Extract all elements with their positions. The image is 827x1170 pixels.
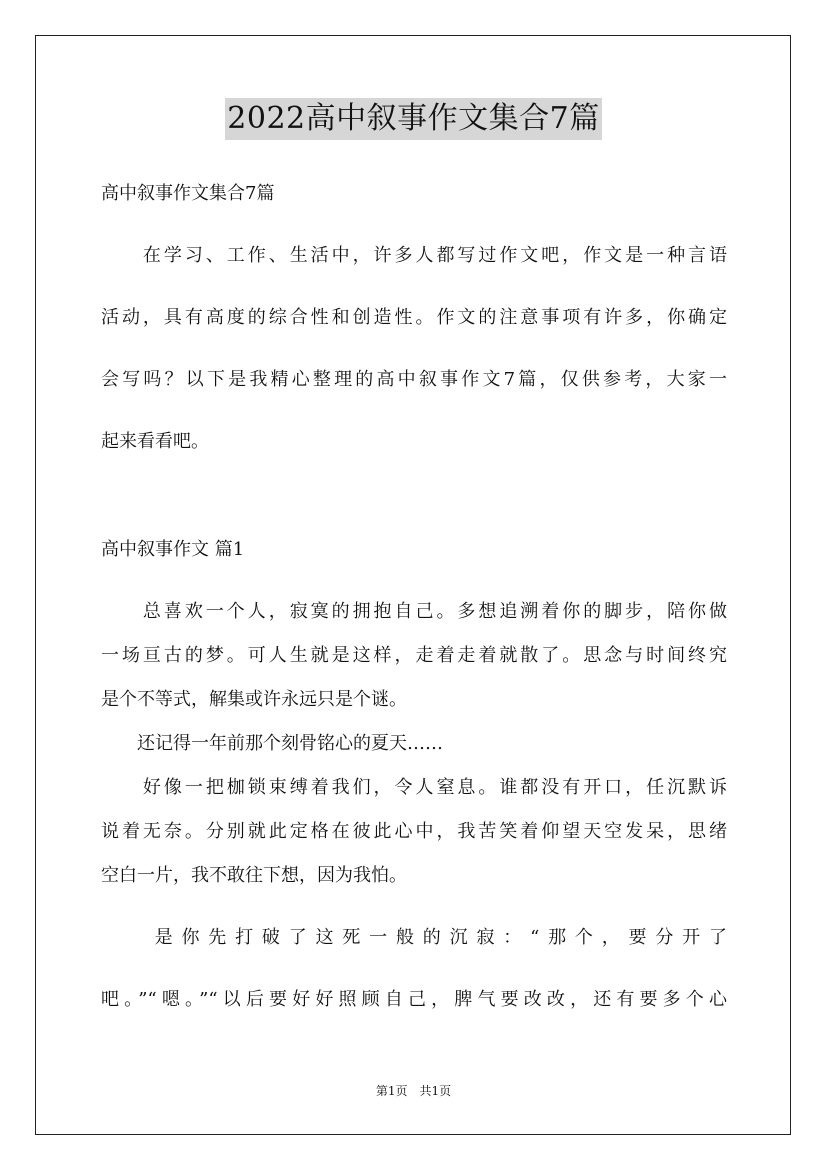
paragraph-line: 是个不等式，解集或许永远只是个谜。 <box>101 689 407 710</box>
document-title: 2022高中叙事作文集合7篇 <box>225 98 601 140</box>
document-body <box>101 172 727 1022</box>
intro-line: 起来看看吧。 <box>101 431 209 452</box>
page-number: 第1页 共1页 <box>375 1084 452 1098</box>
section-heading: 高中叙事作文 篇1 <box>101 539 245 560</box>
title-wrap <box>0 98 827 140</box>
paragraph-line: 说着无奈。分别就此定格在彼此心中，我苦笑着仰望天空发呆，思绪 <box>101 821 727 842</box>
paragraph-line: 是你先打破了这死一般的沉寂：“那个，要分开了 <box>101 927 727 948</box>
intro-line: 在学习、工作、生活中，许多人都写过作文吧，作文是一种言语 <box>101 245 727 266</box>
paragraph-line: 好像一把枷锁束缚着我们，令人窒息。谁都没有开口，任沉默诉 <box>101 777 727 798</box>
paragraph-line: 还记得一年前那个刻骨铭心的夏天…… <box>101 733 443 754</box>
intro-line: 会写吗？以下是我精心整理的高中叙事作文7篇，仅供参考，大家一 <box>101 369 727 390</box>
paragraph-line: 一场亘古的梦。可人生就是这样，走着走着就散了。思念与时间终究 <box>101 645 727 666</box>
paragraph-line: 空白一片，我不敢往下想，因为我怕。 <box>101 865 407 886</box>
intro-line: 活动，具有高度的综合性和创造性。作文的注意事项有许多，你确定 <box>101 307 727 328</box>
paragraph-line: 总喜欢一个人，寂寞的拥抱自己。多想追溯着你的脚步，陪你做 <box>101 601 727 622</box>
paragraph-line: 吧。”“嗯。”“以后要好好照顾自己，脾气要改改，还有要多个心 <box>101 989 727 1010</box>
subtitle: 高中叙事作文集合7篇 <box>101 183 275 204</box>
